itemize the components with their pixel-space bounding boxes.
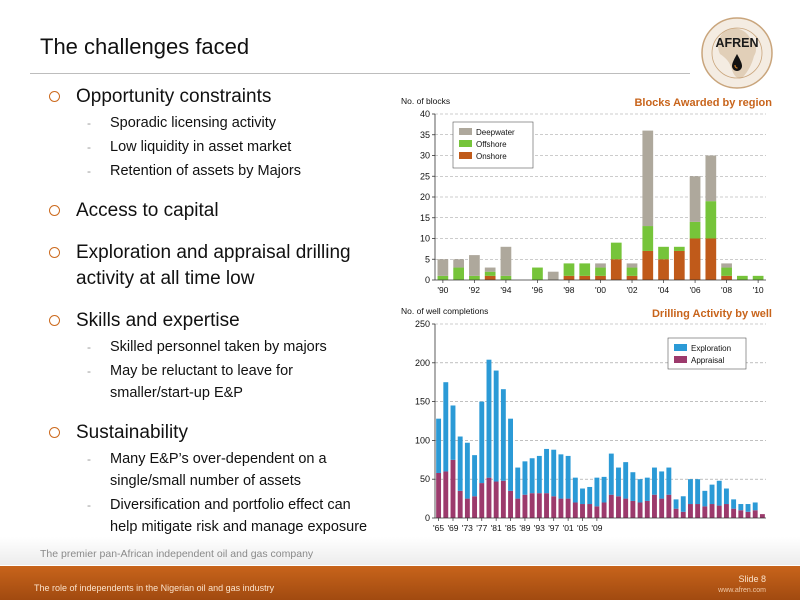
drilling-activity-chart (400, 302, 780, 534)
bar-segment (485, 276, 496, 280)
bar-segment (645, 478, 650, 501)
bar-segment (674, 509, 679, 518)
bar-segment (508, 491, 513, 518)
sub-bullet-text: Skilled personnel taken by majors (110, 339, 327, 355)
legend-label: Appraisal (691, 356, 725, 365)
y-tick-label: 0 (424, 275, 430, 285)
bar-segment (522, 461, 527, 494)
bullet-item (40, 198, 380, 224)
bullet-list (40, 84, 380, 538)
bar-segment (579, 263, 590, 275)
bar-segment (537, 456, 542, 493)
bar-segment (674, 251, 685, 280)
bar-segment (537, 493, 542, 518)
bar-segment (710, 504, 715, 518)
bar-segment (469, 255, 480, 276)
bar-segment (485, 268, 496, 272)
bar-segment (508, 419, 513, 491)
y-tick-label: 200 (414, 357, 430, 368)
x-tick-label: '73 (461, 523, 473, 533)
bullet-item (40, 420, 380, 446)
bar-segment (594, 506, 599, 518)
bar-segment (753, 276, 764, 280)
afren-logo (700, 16, 774, 90)
bar-segment (659, 499, 664, 518)
bar-segment (746, 512, 751, 518)
bar-segment (579, 276, 590, 280)
bar-segment (721, 276, 732, 280)
x-tick-label: '98 (563, 285, 575, 295)
bar-segment (451, 405, 456, 459)
sub-bullet-text: Low liquidity in asset market (110, 139, 292, 155)
bar-segment (465, 443, 470, 499)
bar-segment (472, 496, 477, 518)
x-tick-label: '90 (437, 285, 449, 295)
bar-segment (658, 247, 669, 259)
bar-segment (594, 478, 599, 507)
sub-bullet-text: Diversification and portfolio effect can help mitigate risk and manage exposure (110, 497, 368, 535)
bar-segment (472, 455, 477, 496)
company-tagline: The premier pan-African independent oil and gas company (40, 548, 314, 560)
sub-bullet-item (40, 160, 380, 182)
bar-segment (681, 512, 686, 518)
bar-segment (645, 501, 650, 518)
bar-segment (674, 247, 685, 251)
bar-segment (611, 259, 622, 280)
blocks-awarded-chart (400, 88, 780, 300)
bar-segment (737, 276, 748, 280)
bar-segment (681, 496, 686, 512)
x-tick-label: '08 (721, 285, 733, 295)
bar-segment (602, 477, 607, 503)
y-tick-label: 30 (419, 150, 430, 161)
bullet-text: Exploration and appraisal drilling activity at all time low (76, 242, 351, 289)
bar-segment (731, 499, 736, 508)
bar-segment (688, 479, 693, 504)
sub-bullet-item (40, 360, 380, 404)
bar-segment (695, 504, 700, 518)
bar-segment (616, 496, 621, 518)
sub-bullet-item (40, 136, 380, 158)
bar-segment (760, 514, 765, 518)
sub-bullet-text: May be reluctant to leave for smaller/start-up E&P (110, 363, 293, 401)
bar-segment (558, 454, 563, 498)
bar-segment (652, 468, 657, 495)
bar-segment (438, 276, 449, 280)
bullet-text: Opportunity constraints (76, 86, 272, 107)
bar-segment (558, 499, 563, 518)
slide-title: The challenges faced (40, 34, 250, 59)
bullet-item (40, 240, 380, 292)
bar-segment (465, 499, 470, 518)
bar-segment (710, 485, 715, 504)
bar-segment (690, 222, 701, 239)
dash-bullet-icon: - (87, 140, 91, 154)
x-tick-label: '05 (576, 523, 589, 533)
chart-title: Blocks Awarded by region (634, 97, 772, 109)
bullet-item (40, 308, 380, 334)
bar-segment (658, 259, 669, 280)
bar-segment (595, 276, 606, 280)
x-tick-label: '97 (548, 523, 560, 533)
bar-segment (630, 472, 635, 501)
bar-segment (494, 482, 499, 518)
y-tick-label: 0 (424, 513, 430, 523)
sub-bullet-text: Many E&P’s over-dependent on a single/small number of assets (110, 451, 327, 489)
bar-segment (609, 495, 614, 518)
dash-bullet-icon: - (87, 498, 91, 512)
bar-segment (721, 268, 732, 276)
bar-segment (564, 263, 575, 275)
legend-swatch (459, 140, 472, 147)
y-tick-label: 50 (419, 474, 430, 485)
dash-bullet-icon: - (87, 116, 91, 130)
bar-segment (746, 504, 751, 512)
bar-segment (587, 504, 592, 518)
bar-segment (580, 504, 585, 518)
bar-segment (548, 272, 559, 280)
bar-segment (753, 510, 758, 518)
x-tick-label: '69 (447, 523, 459, 533)
x-tick-label: '77 (476, 523, 488, 533)
x-tick-label: '09 (591, 523, 603, 533)
y-tick-label: 25 (419, 171, 430, 182)
bar-segment (564, 276, 575, 280)
bar-segment (666, 468, 671, 495)
legend-label: Offshore (476, 140, 507, 149)
bar-segment (753, 502, 758, 510)
bar-segment (469, 276, 480, 280)
bar-segment (453, 268, 464, 280)
logo-text: AFREN (715, 36, 759, 50)
bar-segment (674, 499, 679, 508)
legend-label: Deepwater (476, 128, 515, 137)
bar-segment (642, 251, 653, 280)
bullet-text: Skills and expertise (76, 310, 240, 331)
footer-title: The role of independents in the Nigerian oil and gas industry (34, 583, 275, 593)
legend-label: Exploration (691, 344, 732, 353)
x-tick-label: '93 (533, 523, 545, 533)
bar-segment (436, 419, 441, 473)
x-tick-label: '89 (519, 523, 531, 533)
website-url: www.afren.com (718, 587, 766, 594)
bar-segment (705, 201, 716, 238)
bar-segment (721, 263, 732, 267)
bar-segment (652, 495, 657, 518)
circle-bullet-icon (49, 247, 60, 258)
x-tick-label: '96 (531, 285, 543, 295)
bar-segment (690, 176, 701, 222)
bar-segment (738, 510, 743, 518)
chart-title: Drilling Activity by well (651, 308, 772, 320)
bar-segment (494, 371, 499, 482)
bar-segment (738, 504, 743, 510)
bar-segment (487, 478, 492, 518)
circle-bullet-icon (49, 427, 60, 438)
bar-segment (453, 259, 464, 267)
x-tick-label: '04 (658, 285, 670, 295)
y-tick-label: 40 (419, 109, 430, 119)
bar-segment (443, 382, 448, 471)
bullet-item (40, 84, 380, 110)
bar-segment (436, 473, 441, 518)
bullet-text: Access to capital (76, 200, 219, 221)
bar-segment (705, 239, 716, 281)
bar-segment (587, 487, 592, 504)
bar-segment (724, 489, 729, 505)
bar-segment (573, 478, 578, 503)
dash-bullet-icon: - (87, 340, 91, 354)
legend-swatch (674, 344, 687, 351)
bar-segment (551, 450, 556, 497)
y-tick-label: 250 (414, 319, 430, 329)
bar-segment (532, 268, 543, 280)
bar-segment (501, 276, 512, 280)
x-tick-label: '94 (500, 285, 512, 295)
bar-segment (623, 462, 628, 498)
bar-segment (705, 156, 716, 202)
circle-bullet-icon (49, 315, 60, 326)
dash-bullet-icon: - (87, 452, 91, 466)
bar-segment (724, 504, 729, 518)
bar-segment (487, 360, 492, 478)
bar-segment (611, 243, 622, 260)
x-tick-label: '06 (689, 285, 701, 295)
bar-segment (702, 506, 707, 518)
legend-swatch (674, 356, 687, 363)
bar-segment (451, 460, 456, 518)
bar-segment (731, 509, 736, 518)
bar-segment (595, 263, 606, 267)
bar-segment (479, 402, 484, 483)
bar-segment (501, 481, 506, 518)
sub-bullet-text: Retention of assets by Majors (110, 163, 302, 179)
bar-segment (623, 499, 628, 518)
bar-segment (642, 226, 653, 251)
bar-segment (573, 502, 578, 518)
dash-bullet-icon: - (87, 364, 91, 378)
bar-segment (638, 479, 643, 502)
bar-segment (659, 471, 664, 498)
y-tick-label: 10 (419, 233, 430, 244)
bar-segment (544, 493, 549, 518)
y-tick-label: 15 (419, 212, 430, 223)
bar-segment (702, 491, 707, 507)
bar-segment (717, 481, 722, 506)
bullet-text: Sustainability (76, 422, 188, 443)
sub-bullet-text: Sporadic licensing activity (110, 115, 277, 131)
bar-segment (443, 471, 448, 518)
bar-segment (530, 493, 535, 518)
circle-bullet-icon (49, 205, 60, 216)
x-tick-label: '85 (505, 523, 517, 533)
bar-segment (627, 263, 638, 267)
bar-segment (515, 499, 520, 518)
legend-swatch (459, 152, 472, 159)
bar-segment (688, 504, 693, 518)
bar-segment (690, 239, 701, 281)
bar-segment (479, 483, 484, 518)
dash-bullet-icon: - (87, 164, 91, 178)
bar-segment (717, 506, 722, 518)
bar-segment (627, 276, 638, 280)
bar-segment (580, 489, 585, 505)
x-tick-label: '65 (433, 523, 445, 533)
x-tick-label: '92 (468, 285, 480, 295)
y-axis-label: No. of blocks (401, 96, 451, 106)
y-tick-label: 35 (419, 129, 430, 140)
bar-segment (609, 454, 614, 495)
bar-segment (522, 495, 527, 518)
bar-segment (438, 259, 449, 276)
y-tick-label: 150 (414, 396, 430, 407)
bar-segment (566, 499, 571, 518)
legend-label: Onshore (476, 152, 507, 161)
x-tick-label: '81 (490, 523, 502, 533)
y-tick-label: 5 (424, 254, 430, 265)
bar-segment (602, 502, 607, 518)
x-tick-label: '00 (594, 285, 607, 295)
y-tick-label: 100 (414, 435, 430, 446)
bar-segment (458, 437, 463, 491)
bar-segment (551, 496, 556, 518)
sub-bullet-item (40, 112, 380, 134)
sub-bullet-item (40, 494, 380, 538)
x-tick-label: '10 (752, 285, 764, 295)
bar-segment (501, 389, 506, 481)
slide-number: Slide 8 (738, 574, 766, 584)
y-tick-label: 20 (419, 192, 430, 202)
bar-segment (458, 491, 463, 518)
bar-segment (566, 456, 571, 499)
y-axis-label: No. of well completions (401, 306, 489, 316)
title-divider (30, 73, 690, 74)
bar-segment (627, 268, 638, 276)
bar-segment (666, 495, 671, 518)
bar-segment (515, 468, 520, 499)
bar-segment (501, 247, 512, 276)
x-tick-label: '01 (562, 523, 574, 533)
bar-segment (544, 449, 549, 493)
sub-bullet-item (40, 336, 380, 358)
bar-segment (616, 468, 621, 497)
legend-swatch (459, 128, 472, 135)
sub-bullet-item (40, 448, 380, 492)
bar-segment (695, 479, 700, 504)
bar-segment (630, 501, 635, 518)
bar-segment (642, 131, 653, 226)
bar-segment (530, 458, 535, 493)
bar-segment (638, 502, 643, 518)
bar-segment (595, 268, 606, 276)
bar-segment (485, 272, 496, 276)
circle-bullet-icon (49, 91, 60, 102)
x-tick-label: '02 (626, 285, 638, 295)
